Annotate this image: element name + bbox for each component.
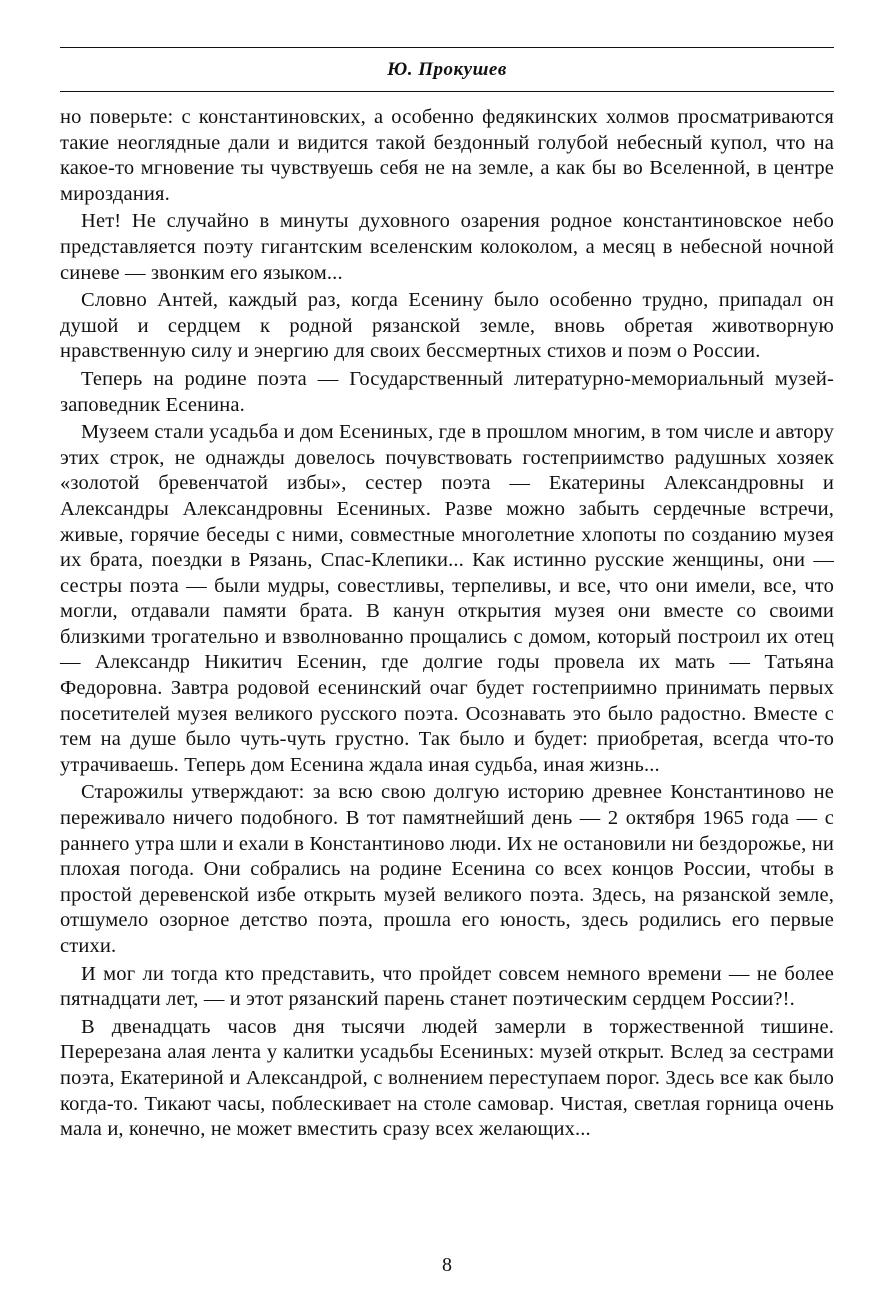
- body-text: [60, 105, 834, 1143]
- header-rule-bottom: [60, 91, 834, 92]
- page-number: 8: [442, 1254, 452, 1276]
- running-head: Ю. Прокушев: [387, 59, 507, 80]
- paragraph: но поверьте: с константиновских, а особенно федякинских холмов просматриваются такие неоглядные дали и видится такой бездонный голубой небесный купол, что на какое-то мгновение ты чувствуешь себя не на земле, а как бы во Вселенной, в центре мироздания.: [60, 106, 834, 205]
- paragraph: В двенадцать часов дня тысячи людей замерли в торжественной тишине. Перерезана алая лента у калитки усадьбы Есениных: музей открыт. Вслед за сестрами поэта, Екатериной и Александрой, с волнением переступаем порог. Здесь все как было когда-то. Тикают часы, поблескивает на столе самовар. Чистая, светлая горница очень мала и, конечно, не может вместить сразу всех желающих...: [60, 1015, 834, 1141]
- paragraph: Нет! Не случайно в минуты духовного озарения родное константиновское небо представляется поэту гигантским вселенским колоколом, а месяц в небесной ночной синеве — звонким его языком...: [60, 210, 834, 284]
- paragraph: Словно Антей, каждый раз, когда Есенину было особенно трудно, припадал он душой и сердцем к родной рязанской земле, вновь обретая животворную нравственную силу и энергию для своих бессмертных стихов и поэм о России.: [60, 289, 834, 363]
- paragraph: И мог ли тогда кто представить, что пройдет совсем немного времени — не более пятнадцати лет, — и этот рязанский парень станет поэтическим сердцем России?!.: [60, 962, 834, 1011]
- paragraph: Музеем стали усадьба и дом Есениных, где в прошлом многим, в том числе и автору этих строк, не однажды довелось почувствовать гостеприимство радушных хозяек «золотой бревенчатой избы», сестер поэта — Екатерины Александровны и Александры Александровны Есениных. Разве можно забыть сердечные встречи, живые, горячие беседы с ними, совместные многолетние хлопоты по созданию музея их брата, поездки в Рязань, Спас-Клепики... Как истинно русские женщины, они — сестры поэта — были мудры, совестливы, терпеливы, и все, что они имели, все, что могли, отдавали памяти брата. В канун открытия музея они вместе со своими близкими трогательно и взволнованно прощались с домом, который построил их отец — Александр Никитич Есенин, где долгие годы провела их мать — Татьяна Федоровна. Завтра родовой есенинский очаг будет гостеприимно принимать первых посетителей музея великого русского поэта. Осознавать это было радостно. Вместе с тем на душе было чуть-чуть грустно. Так было и будет: приобретая, всегда что-то утрачиваешь. Теперь дом Есенина ждала иная судьба, иная жизнь...: [60, 421, 834, 776]
- paragraph: Теперь на родине поэта — Государственный литературно-мемориальный музей-заповедник Есенина.: [60, 367, 834, 416]
- book-page: [60, 0, 834, 1300]
- header-rule-top: [60, 47, 834, 48]
- paragraph: Старожилы утверждают: за всю свою долгую историю древнее Константиново не переживало ничего подобного. В тот памятнейший день — 2 октября 1965 года — с раннего утра шли и ехали в Константиново люди. Их не остановили ни бездорожье, ни плохая погода. Они собрались на родине Есенина со всех концов России, чтобы в простой деревенской избе открыть музей великого поэта. Здесь, на рязанской земле, отшумело озорное детство поэта, прошла его юность, здесь родились его первые стихи.: [60, 781, 834, 957]
